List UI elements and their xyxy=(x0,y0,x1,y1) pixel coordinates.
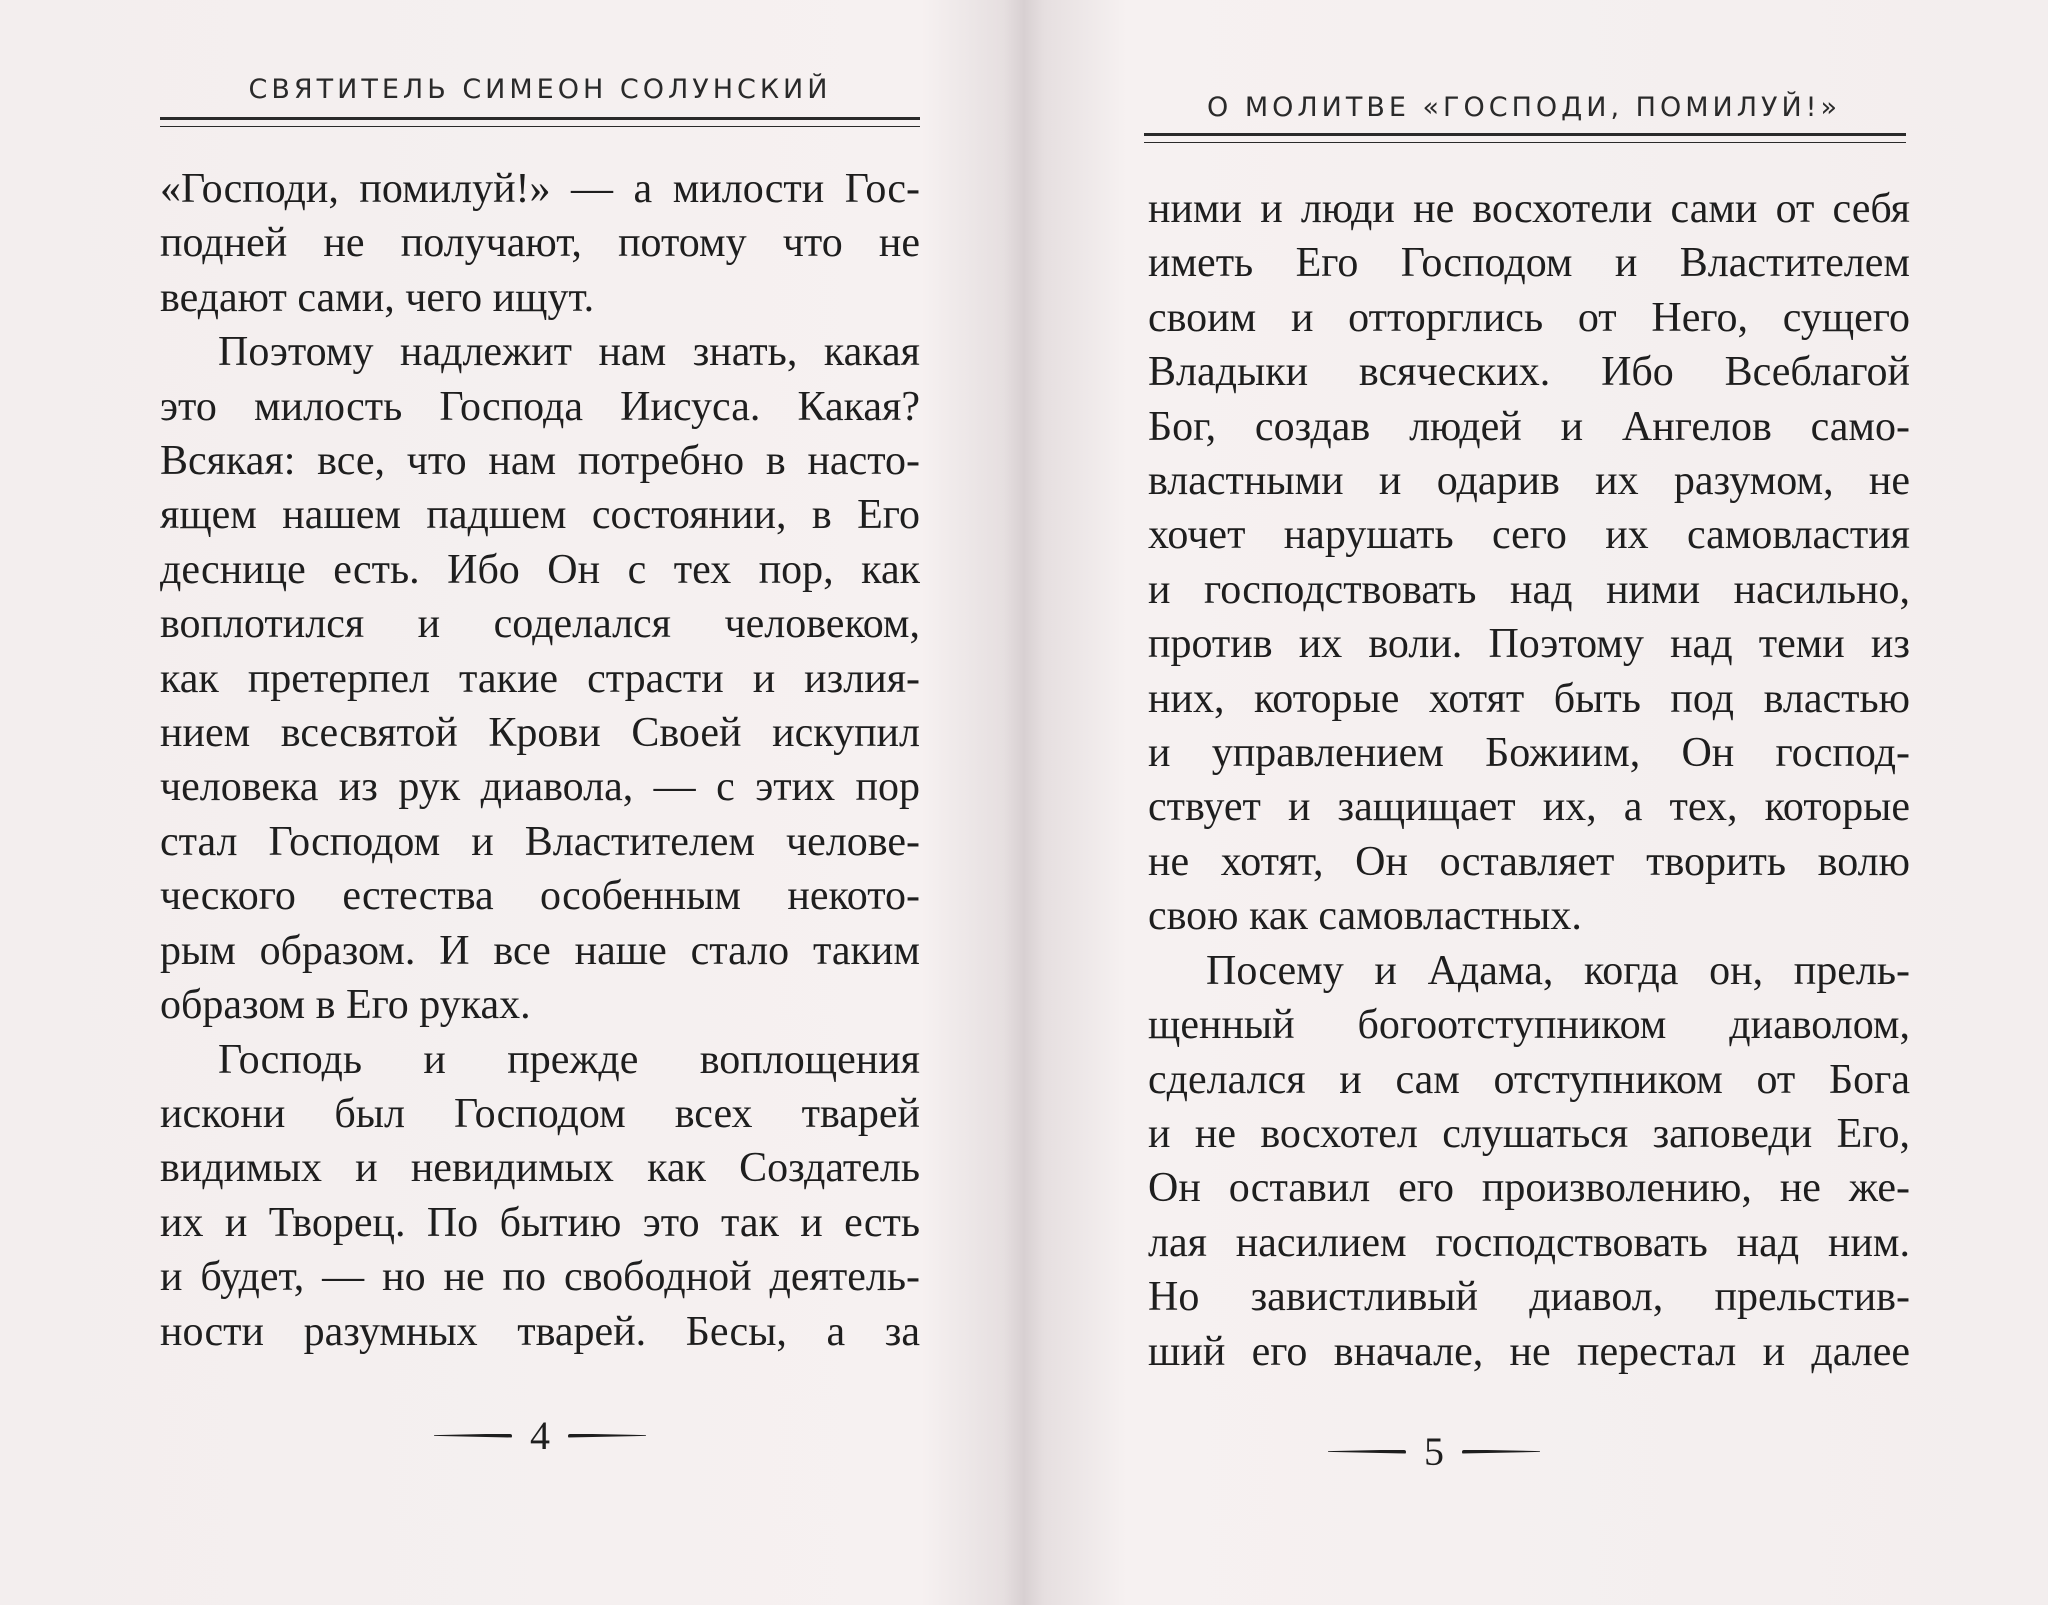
running-header: О МОЛИТВЕ «ГОСПОДИ, ПОМИЛУЙ!» xyxy=(1207,92,1841,123)
running-header: СВЯТИТЕЛЬ СИМЕОН СОЛУНСКИЙ xyxy=(248,74,832,105)
text-line: Всякая: все, что нам потребно в насто- xyxy=(160,438,920,485)
text-line: хочет нарушать сего их самовластия xyxy=(1148,512,1910,559)
text-line: лая насилием господствовать над ним. xyxy=(1148,1219,1910,1266)
text-line: Он оставил его произволению, не же- xyxy=(1148,1165,1910,1212)
text-line: деснице есть. Ибо Он с тех пор, как xyxy=(160,546,920,593)
text-line: подней не получают, потому что не xyxy=(160,220,920,267)
text-line: ности разумных тварей. Бесы, а за xyxy=(160,1308,920,1355)
page-body xyxy=(1148,182,1910,1379)
text-line: не хотят, Он оставляет творить волю xyxy=(1148,838,1910,885)
right-page xyxy=(1024,0,2048,1605)
text-line: образом в Его руках. xyxy=(160,982,531,1029)
page-number xyxy=(400,1412,680,1459)
text-line: Но завистливый диавол, прельстив- xyxy=(1148,1274,1910,1321)
text-line: Владыки всяческих. Ибо Всеблагой xyxy=(1148,349,1910,396)
text-line: и не восхотел слушаться заповеди Его, xyxy=(1148,1110,1910,1157)
text-line: искони был Господом всех тварей xyxy=(160,1090,920,1137)
text-line: Поэтому надлежит нам знать, какая xyxy=(218,329,920,376)
header-rule xyxy=(160,117,920,127)
text-line: ящем нашем падшем состоянии, в Его xyxy=(160,492,920,539)
text-line: своим и отторглись от Него, сущего xyxy=(1148,294,1910,341)
text-line: воплотился и соделался человеком, xyxy=(160,601,920,648)
header-rule xyxy=(1144,133,1906,143)
text-line: и будет, — но не по свободной деятель- xyxy=(160,1254,920,1301)
text-line: ствует и защищает их, а тех, которые xyxy=(1148,784,1910,831)
text-line: «Господи, помилуй!» — а милости Гос- xyxy=(160,166,920,212)
text-line: стал Господом и Властителем челове- xyxy=(160,818,920,865)
text-line: человека из рук диавола, — с этих пор xyxy=(160,764,920,811)
text-line: щенный богоотступником диаволом, xyxy=(1148,1002,1910,1049)
text-line: их и Творец. По бытию это так и есть xyxy=(160,1199,920,1246)
folio-ornament xyxy=(568,1434,646,1438)
text-line: ческого естества особенным некото- xyxy=(160,873,920,920)
text-line: ший его вначале, не перестал и далее xyxy=(1148,1328,1910,1375)
text-line: властными и одарив их разумом, не xyxy=(1148,458,1910,505)
text-line: Господь и прежде воплощения xyxy=(218,1036,920,1083)
text-line: ними и люди не восхотели сами от себя xyxy=(1148,186,1910,232)
text-line: нием всесвятой Крови Своей искупил xyxy=(160,710,920,757)
text-line: видимых и невидимых как Создатель xyxy=(160,1145,920,1192)
text-line: это милость Господа Иисуса. Какая? xyxy=(160,383,920,430)
text-line: них, которые хотят быть под властью xyxy=(1148,675,1910,722)
page-body xyxy=(160,162,920,1359)
page-number-text: 4 xyxy=(530,1413,550,1458)
text-line: Посему и Адама, когда он, прель- xyxy=(1206,947,1910,994)
folio-ornament xyxy=(434,1434,512,1438)
folio-ornament xyxy=(1328,1450,1406,1454)
folio-ornament xyxy=(1462,1450,1540,1454)
text-line: иметь Его Господом и Властителем xyxy=(1148,240,1910,287)
page-number xyxy=(1294,1428,1574,1475)
text-line: свою как самовластных. xyxy=(1148,893,1582,940)
page-number-text: 5 xyxy=(1424,1429,1444,1474)
text-line: и господствовать над ними насильно, xyxy=(1148,566,1910,613)
text-line: и управлением Божиим, Он господ- xyxy=(1148,730,1910,777)
text-line: против их воли. Поэтому над теми из xyxy=(1148,621,1910,668)
text-line: ведают сами, чего ищут. xyxy=(160,274,595,321)
text-line: сделался и сам отступником от Бога xyxy=(1148,1056,1910,1103)
text-line: рым образом. И все наше стало таким xyxy=(160,927,920,974)
text-line: как претерпел такие страсти и излия- xyxy=(160,655,920,702)
text-line: Бог, создав людей и Ангелов само- xyxy=(1148,403,1910,450)
